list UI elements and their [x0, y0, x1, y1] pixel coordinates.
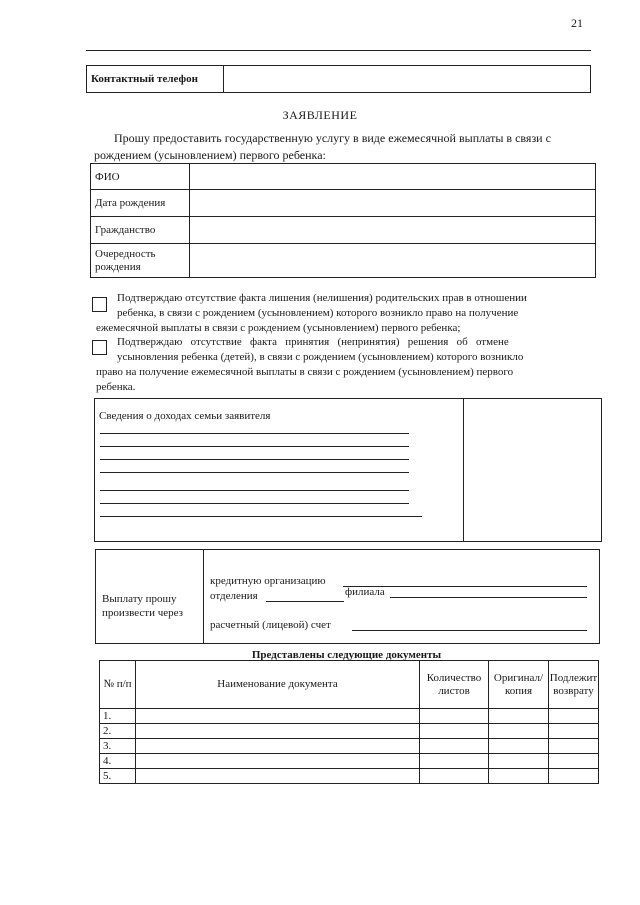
- doc-count-cell[interactable]: [420, 709, 489, 724]
- confirm-2-line-3: право на получение ежемесячной выплаты в связи с рождением (усыновлением) первого: [96, 366, 514, 378]
- confirm-1-line-3: ежемесячной выплаты в связи с рождением (усыновлением) первого ребенка;: [96, 322, 461, 334]
- account-input[interactable]: [352, 630, 587, 631]
- row-num: 1.: [100, 709, 136, 724]
- confirm-2-checkbox[interactable]: [92, 340, 107, 355]
- birth-order-input[interactable]: [190, 244, 596, 278]
- doc-count-cell[interactable]: [420, 769, 489, 784]
- income-line[interactable]: [100, 472, 409, 473]
- field-label-birth-date: Дата рождения: [91, 190, 190, 217]
- doc-count-cell[interactable]: [420, 724, 489, 739]
- row-num: 4.: [100, 754, 136, 769]
- field-label-birth-order: Очередность рождения: [91, 244, 190, 278]
- confirm-2-line-2: усыновления ребенка (детей), в связи с рождением (усыновлением) которого возникло: [117, 351, 524, 363]
- credit-org-label: кредитную организацию: [210, 575, 326, 587]
- filial-input[interactable]: [390, 597, 587, 598]
- intro-line-1: Прошу предоставить государственную услугу в виде ежемесячной выплаты в связи с: [114, 131, 551, 145]
- doc-return-cell[interactable]: [549, 724, 599, 739]
- doc-count-cell[interactable]: [420, 739, 489, 754]
- confirm-1-line-1: Подтверждаю отсутствие факта лишения (нелишения) родительских прав в отношении: [117, 292, 527, 304]
- doc-name-cell[interactable]: [136, 709, 420, 724]
- doc-return-cell[interactable]: [549, 709, 599, 724]
- doc-orig-cell[interactable]: [489, 754, 549, 769]
- doc-return-cell[interactable]: [549, 754, 599, 769]
- person-table: [90, 163, 596, 278]
- doc-orig-cell[interactable]: [489, 709, 549, 724]
- doc-name-cell[interactable]: [136, 769, 420, 784]
- income-box: [94, 398, 602, 542]
- branch-input[interactable]: [266, 601, 344, 602]
- payment-label-line-2: произвести через: [102, 607, 184, 619]
- income-divider: [463, 399, 464, 541]
- intro-line-2: рождением (усыновлением) первого ребенка:: [94, 148, 326, 162]
- row-num: 2.: [100, 724, 136, 739]
- top-rule: [86, 50, 591, 51]
- payment-box: [95, 549, 600, 644]
- income-line[interactable]: [100, 503, 409, 504]
- confirm-1-line-2: ребенка, в связи с рождением (усыновлением) которого возникло право на получение: [117, 307, 519, 319]
- doc-name-cell[interactable]: [136, 739, 420, 754]
- filial-label: филиала: [345, 586, 385, 598]
- doc-name-cell[interactable]: [136, 754, 420, 769]
- citizenship-input[interactable]: [190, 217, 596, 244]
- page-number: 21: [571, 16, 583, 30]
- doc-name-cell[interactable]: [136, 724, 420, 739]
- field-label-citizenship: Гражданство: [91, 217, 190, 244]
- doc-orig-cell[interactable]: [489, 769, 549, 784]
- account-label: расчетный (лицевой) счет: [210, 619, 331, 631]
- payment-divider: [203, 550, 204, 643]
- confirm-2-line-1: Подтверждаю отсутствие факта принятия (непринятия) решения об отмене: [117, 336, 509, 348]
- doc-return-cell[interactable]: [549, 769, 599, 784]
- field-label-fio: ФИО: [91, 164, 190, 190]
- income-line[interactable]: [100, 446, 409, 447]
- income-line[interactable]: [100, 433, 409, 434]
- docs-title: Представлены следующие документы: [251, 649, 442, 661]
- docs-table: [99, 660, 599, 784]
- confirm-2-line-4: ребенка.: [96, 381, 136, 393]
- income-line[interactable]: [100, 459, 409, 460]
- income-line[interactable]: [100, 490, 409, 491]
- income-label: Сведения о доходах семьи заявителя: [99, 410, 271, 422]
- header-name: Наименование документа: [136, 661, 420, 709]
- payment-label: [102, 592, 183, 620]
- form-title: ЗАЯВЛЕНИЕ: [282, 108, 358, 122]
- doc-orig-cell[interactable]: [489, 724, 549, 739]
- payment-label-line-1: Выплату прошу: [102, 593, 177, 605]
- doc-orig-cell[interactable]: [489, 739, 549, 754]
- income-line[interactable]: [100, 516, 422, 517]
- header-orig: Оригинал/копия: [489, 661, 549, 709]
- contact-label: Контактный телефон: [87, 66, 224, 93]
- doc-count-cell[interactable]: [420, 754, 489, 769]
- birth-date-input[interactable]: [190, 190, 596, 217]
- fio-input[interactable]: [190, 164, 596, 190]
- header-num: № п/п: [100, 661, 136, 709]
- contact-table: [86, 65, 591, 93]
- confirm-1-checkbox[interactable]: [92, 297, 107, 312]
- row-num: 5.: [100, 769, 136, 784]
- header-return: Подлежит возврату: [549, 661, 599, 709]
- header-count: Количество листов: [420, 661, 489, 709]
- branch-label: отделения: [210, 590, 258, 602]
- row-num: 3.: [100, 739, 136, 754]
- contact-phone-input[interactable]: [224, 66, 591, 93]
- doc-return-cell[interactable]: [549, 739, 599, 754]
